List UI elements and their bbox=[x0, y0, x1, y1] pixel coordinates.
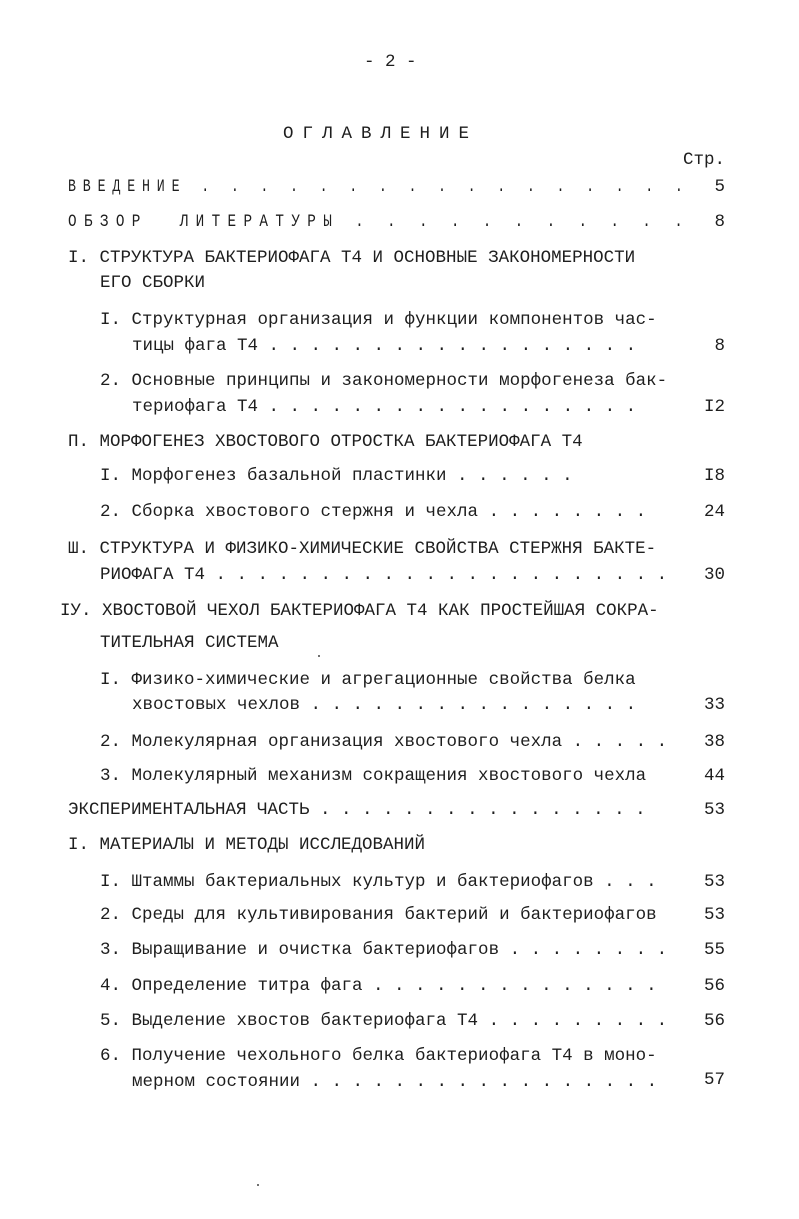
toc-entry: I. Штаммы бактериальных культур и бактериофагов . . . bbox=[100, 872, 657, 892]
toc-page: I8 bbox=[703, 466, 725, 486]
toc-entry: териофага Т4 . . . . . . . . . . . . . . . . . . bbox=[132, 397, 637, 417]
toc-page: 24 bbox=[703, 502, 725, 522]
toc-entry: IУ. ХВОСТОВОЙ ЧЕХОЛ БАКТЕРИОФАГА Т4 КАК ПРОСТЕЙШАЯ СОКРА- bbox=[60, 601, 659, 621]
toc-page: 30 bbox=[703, 565, 725, 585]
toc-entry: 2. Молекулярная организация хвостового чехла . . . . . bbox=[100, 732, 668, 752]
scan-speck bbox=[318, 655, 320, 657]
toc-entry-literature-review: ОБЗОР ЛИТЕРАТУРЫ . . . . . . . . . . . bbox=[68, 212, 691, 232]
toc-entry: 3. Молекулярный механизм сокращения хвостового чехла bbox=[100, 766, 647, 786]
toc-page: 8 bbox=[714, 336, 725, 356]
toc-entry: Ш. СТРУКТУРА И ФИЗИКО-ХИМИЧЕСКИЕ СВОЙСТВА СТЕРЖНЯ БАКТЕ- bbox=[68, 539, 657, 559]
toc-page: 38 bbox=[703, 732, 725, 752]
toc-entry: ЭКСПЕРИМЕНТАЛЬНАЯ ЧАСТЬ . . . . . . . . . . . . . . . . bbox=[68, 800, 646, 820]
toc-page: 56 bbox=[703, 1011, 725, 1031]
toc-page: 8 bbox=[714, 212, 725, 232]
toc-entry: тицы фага Т4 . . . . . . . . . . . . . . . . . . bbox=[132, 336, 637, 356]
toc-entry: 2. Сборка хвостового стержня и чехла . . . . . . . . bbox=[100, 502, 647, 522]
toc-entry: I. Морфогенез базальной пластинки . . . . . . bbox=[100, 466, 573, 486]
page-number: - 2 - bbox=[364, 52, 417, 72]
toc-entry: 2. Среды для культивирования бактерий и бактериофагов bbox=[100, 905, 657, 925]
toc-page: 56 bbox=[703, 976, 725, 996]
toc-page: I2 bbox=[703, 397, 725, 417]
toc-entry: 3. Выращивание и очистка бактериофагов . . . . . . . . bbox=[100, 940, 668, 960]
toc-entry: мерном состоянии . . . . . . . . . . . . . . . . . bbox=[132, 1072, 658, 1092]
toc-page: 5 bbox=[714, 177, 725, 197]
toc-entry: I. Структурная организация и функции компонентов час- bbox=[100, 310, 657, 330]
toc-entry: I. Физико-химические и агрегационные свойства белка bbox=[100, 670, 636, 690]
toc-entry: 5. Выделение хвостов бактериофага Т4 . . . . . . . . . bbox=[100, 1011, 668, 1031]
toc-page: 57 bbox=[703, 1070, 725, 1090]
toc-entry: ЕГО СБОРКИ bbox=[100, 273, 206, 293]
toc-entry: ТИТЕЛЬНАЯ СИСТЕМА bbox=[100, 633, 279, 653]
toc-entry-introduction: ВВЕДЕНИЕ . . . . . . . . . . . . . . . . . bbox=[68, 177, 690, 197]
toc-entry: РИОФАГА Т4 . . . . . . . . . . . . . . . . . . . . . . bbox=[100, 565, 668, 585]
toc-entry: I. СТРУКТУРА БАКТЕРИОФАГА Т4 И ОСНОВНЫЕ ЗАКОНОМЕРНОСТИ bbox=[68, 248, 636, 268]
toc-entry: 2. Основные принципы и закономерности морфогенеза бак- bbox=[100, 371, 668, 391]
page-title: ОГЛАВЛЕНИЕ bbox=[283, 124, 479, 144]
toc-page: 53 bbox=[703, 872, 725, 892]
toc-entry: 6. Получение чехольного белка бактериофага Т4 в моно- bbox=[100, 1046, 657, 1066]
toc-entry: П. МОРФОГЕНЕЗ ХВОСТОВОГО ОТРОСТКА БАКТЕРИОФАГА Т4 bbox=[68, 432, 583, 452]
toc-entry: 4. Определение титра фага . . . . . . . . . . . . . . bbox=[100, 976, 657, 996]
toc-entry: хвостовых чехлов . . . . . . . . . . . . . . . . bbox=[132, 695, 637, 715]
toc-page: 53 bbox=[703, 800, 725, 820]
toc-page: 33 bbox=[703, 695, 725, 715]
toc-page: 53 bbox=[703, 905, 725, 925]
toc-entry: I. МАТЕРИАЛЫ И МЕТОДЫ ИССЛЕДОВАНИЙ bbox=[68, 835, 426, 855]
toc-page: 44 bbox=[703, 766, 725, 786]
page-column-label: Стр. bbox=[682, 150, 725, 170]
scan-speck bbox=[257, 1184, 259, 1186]
toc-page: 55 bbox=[703, 940, 725, 960]
